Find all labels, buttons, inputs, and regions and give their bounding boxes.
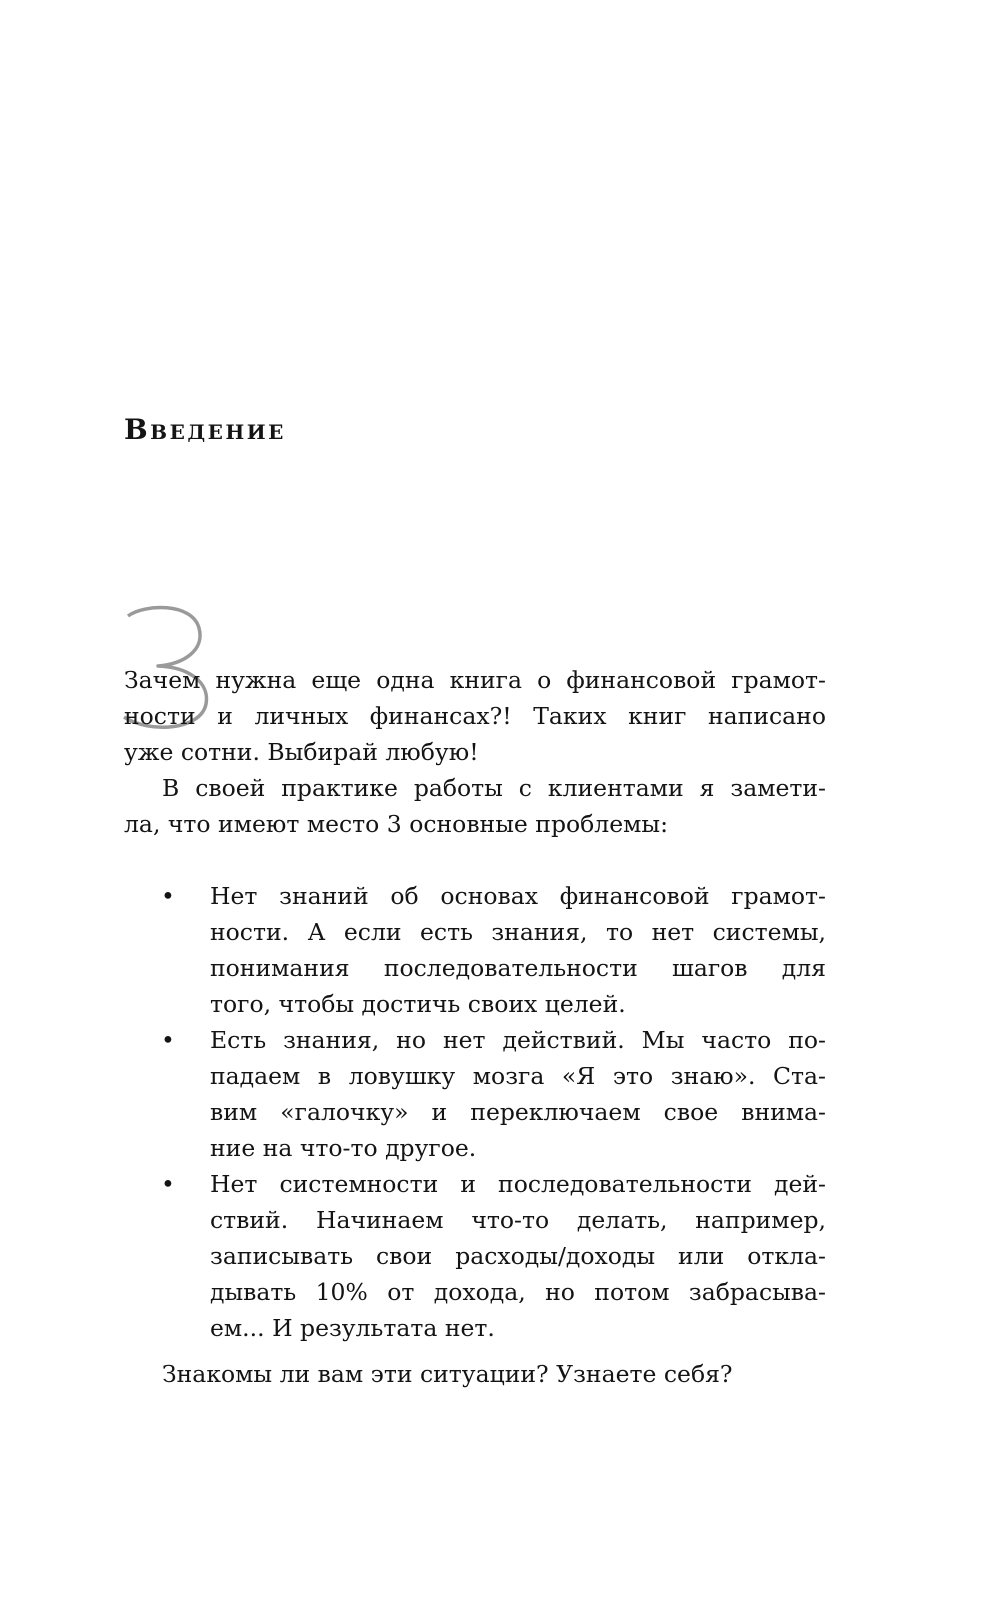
text-line: ности и личных финансах?! Таких книг написано bbox=[124, 702, 826, 730]
text-line: дывать 10% от дохода, но потом забрасыва- bbox=[210, 1278, 826, 1306]
text-line: того, чтобы достичь своих целей. bbox=[210, 990, 626, 1018]
bullet-icon: • bbox=[161, 1170, 175, 1198]
text-line: ности. А если есть знания, то нет системы, bbox=[210, 918, 826, 946]
list-item bbox=[124, 1022, 826, 1166]
list-item bbox=[124, 878, 826, 1022]
problems-list bbox=[124, 878, 826, 1346]
bullet-icon: • bbox=[161, 882, 175, 910]
text-line: записывать свои расходы/доходы или откла- bbox=[210, 1242, 826, 1270]
list-item bbox=[124, 1166, 826, 1346]
text-line: падаем в ловушку мозга «Я это знаю». Ста- bbox=[210, 1062, 826, 1090]
closing-paragraph bbox=[124, 1356, 826, 1392]
text-line: Знакомы ли вам эти ситуации? Узнаете себя? bbox=[162, 1360, 733, 1388]
practice-paragraph bbox=[124, 770, 826, 842]
text-line: ствий. Начинаем что-то делать, например, bbox=[210, 1206, 826, 1234]
text-line: Зачем нужна еще одна книга о финансовой грамот- bbox=[124, 666, 826, 694]
text-line: В своей практике работы с клиентами я замети- bbox=[162, 774, 826, 802]
text-line: ние на что-то другое. bbox=[210, 1134, 477, 1162]
text-line: уже сотни. Выбирай любую! bbox=[124, 738, 479, 766]
text-line: Есть знания, но нет действий. Мы часто по- bbox=[210, 1026, 826, 1054]
text-line: Нет знаний об основах финансовой грамот- bbox=[210, 882, 826, 910]
text-line: ла, что имеют место 3 основные проблемы: bbox=[124, 810, 669, 838]
bullet-icon: • bbox=[161, 1026, 175, 1054]
text-line: ем... И результата нет. bbox=[210, 1314, 495, 1342]
text-line: вим «галочку» и переключаем свое внима- bbox=[210, 1098, 826, 1126]
text-line: Нет системности и последовательности дей- bbox=[210, 1170, 826, 1198]
text-line: понимания последовательности шагов для bbox=[210, 954, 826, 982]
chapter-title: Введение bbox=[124, 413, 286, 446]
intro-paragraph bbox=[124, 662, 826, 770]
